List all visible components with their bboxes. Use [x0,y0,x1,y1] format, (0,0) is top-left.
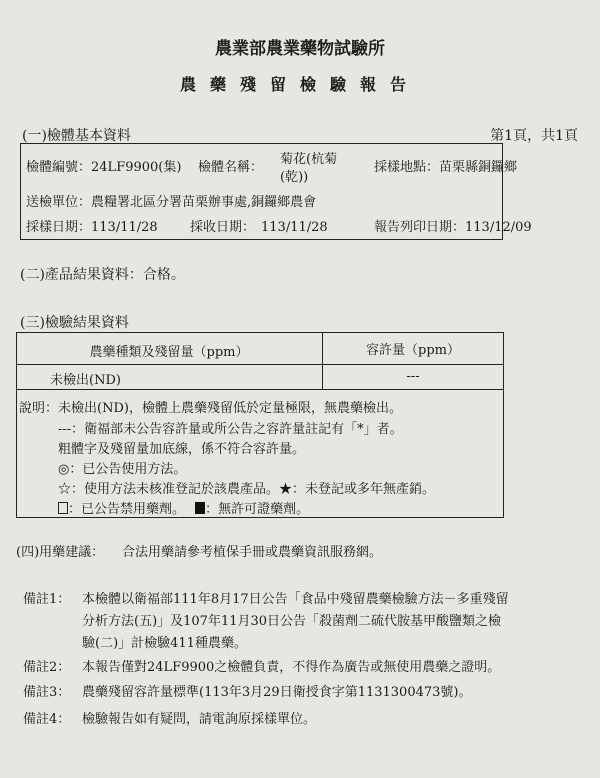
sample-no: 24LF9900(集) [91,160,182,175]
sampling-date-field [26,216,158,235]
col-header-tolerance: 容許量（ppm） [366,343,460,358]
page-info: 第1頁，共1頁 [490,128,578,144]
filled-square-icon [195,502,205,514]
remark-2-line1: 本報告僅對24LF9900之檢體負責，不得作為廣告或無使用農藥之證明。 [82,660,501,675]
location-label: 採樣地點： [374,160,440,175]
received-date: 113/11/28 [261,220,328,235]
sample-name-line2: (乾)) [280,170,309,185]
print-date-field [374,216,532,235]
usage-advice: 合法用藥請參考植保手冊或農藥資訊服務網。 [122,545,383,560]
remark-1-line1: 本檢體以衛福部111年8月17日公告「食品中殘留農藥檢驗方法－多重殘留 [82,592,509,607]
note-no-tolerance: ---：衛福部未公告容許量或所公告之容許量註記有「*」者。 [58,422,403,437]
institute-name: 農業部農業藥物試驗所 [215,39,385,59]
section1-heading: (一)檢體基本資料 [22,128,131,144]
remark-3-label: 備註3： [23,685,71,700]
location: 苗栗縣銅鑼鄉 [439,160,518,175]
submitter: 農糧署北區分署苗栗辦事處,銅鑼鄉農會 [91,195,317,210]
table-divider [16,364,504,365]
print-date-label: 報告列印日期： [374,220,466,235]
location-field [374,156,517,175]
hollow-square-icon [58,502,68,514]
notes-label: 說明： [19,401,59,416]
note-unapproved: ☆：使用方法未核准登記於該農產品。 [58,482,280,497]
tolerance-value: --- [406,369,420,384]
remark-1-label: 備註1： [23,592,71,607]
note-box-row [58,498,309,517]
received-date-field [190,216,328,235]
note-announced: ◎：已公告使用方法。 [58,462,187,477]
submitter-label: 送檢單位： [26,195,92,210]
note-banned: ：已公告禁用藥劑。 [68,502,186,517]
remark-4-label: 備註4： [23,712,71,727]
submitter-field [26,191,316,210]
print-date: 113/12/09 [465,220,532,235]
report-title: 農藥殘留檢驗報告 [179,75,420,94]
received-date-label: 採收日期： [190,220,256,235]
remark-3-line1: 農藥殘留容許量標準(113年3月29日衛授食字第1131300473號)。 [82,685,472,700]
sample-name-label: 檢體名稱： [198,160,264,175]
remark-4-line1: 檢驗報告如有疑問，請電詢原採樣單位。 [82,712,317,727]
note-bold: 粗體字及殘留量加底線，係不符合容許量。 [58,442,306,457]
table-divider [16,389,504,390]
col-header-residue: 農藥種類及殘留量（ppm） [89,345,249,360]
product-result: 合格。 [142,267,185,283]
remark-1-line3: 驗(二)」計檢驗411種農藥。 [82,636,247,651]
remark-2-label: 備註2： [23,660,71,675]
note-unregistered: ★：未登記或多年無產銷。 [279,482,436,497]
remark-1-line2: 分析方法(五)」及107年11月30日公告「殺菌劑二硫代胺基甲酸鹽類之檢 [82,614,502,629]
sample-no-field [26,156,181,175]
residue-value: 未檢出(ND) [50,373,121,388]
note-unlicensed: ：無許可證藥劑。 [205,502,310,517]
sampling-date: 113/11/28 [91,220,158,235]
section4-heading: (四)用藥建議： [16,545,105,560]
sampling-date-label: 採樣日期： [26,220,92,235]
note-star-row [58,478,435,497]
section2 [20,264,185,284]
note-nd: 未檢出(ND)，檢體上農藥殘留低於定量極限，無農藥檢出。 [58,401,402,416]
sample-name-line1: 菊花(杭菊 [280,152,338,167]
section2-heading: (二)產品結果資料： [20,267,143,283]
section3-heading: (三)檢驗結果資料 [20,315,129,331]
sample-no-label: 檢體編號： [26,160,92,175]
